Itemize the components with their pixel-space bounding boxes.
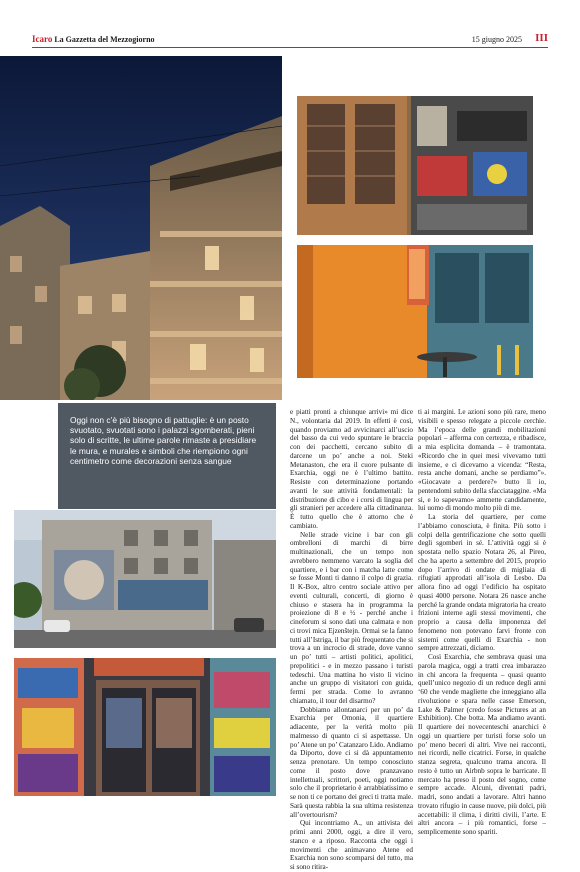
orange-wall-photo bbox=[297, 245, 533, 378]
page-number: III bbox=[535, 32, 548, 44]
night-building-photo bbox=[0, 56, 282, 400]
page-header bbox=[32, 32, 548, 48]
masthead bbox=[32, 34, 155, 44]
graffiti-door-photo bbox=[14, 658, 276, 796]
issue-date: 15 giugno 2025 bbox=[471, 35, 522, 44]
article-column-2 bbox=[418, 408, 546, 837]
col2-paragraph: Così Exarchia, che sembrava quasi una parola magica, oggi a tratti crea imbarazzo in chi ancora la frequenta – quasi quanto quell’unico negozio di un reduce degli anni ‘60 che vende magliette che inneggiano alla rivoluzione e spara nelle casse Emerson, Lake & Palmer (credo fosse Pictures at an Exhibition). Che botta. Ma andiamo avanti. Il quartiere dei novecenteschi anarchici è oggi un quartiere per turisti forse solo un po’ meno beceri di altri. Vive nei racconti, nei ricordi, nelle cicatrici. Forse, in qualche stanza segreta, qualcuno trama ancora. Il resto è tutto un Airbnb sopra le barricate. Il mercato ha preso il posto del sogno, come sempre accade. Alcuni, diventati padri, madri, sono andati a lavorare. Altri hanno trovato rifugio in cause nuove, più dolci, più accettabili: il clima, i diritti civili, l’arte. E altri ancora – i più romantici, forse – semplicemente sono spariti. bbox=[418, 653, 546, 836]
col1-paragraph: Qui incontriamo A., un attivista dei primi anni 2000, oggi, a dire il vero, stanco e a riposo. Racconta che oggi i movimenti che animavano Atene ed Exarchia non sono scomparsi del tutto, ma si sono ritira- bbox=[290, 819, 413, 871]
header-rule bbox=[32, 47, 548, 48]
doors-photo bbox=[297, 96, 533, 235]
col1-paragraph: Dobbiamo allontanarci per un po’ da Exarchia per Omonia, il quartiere adiacente, per la verità molto più malmesso di quanto ci si aspettasse. Un po’ Atene un po’ Catanzaro Lido. Andiamo da Diporto, dove ci si dà appuntamento senza prenotare. Un tempo conosciuto come il posto dove pranzavano intellettuali, scrittori, poeti, oggi notiamo solo che il proprietario è arrabbiatissimo e se non ti ce portano dei greci ti tratta male. Sarà questa rabbia la sua ultima resistenza all’overtourism? bbox=[290, 705, 413, 819]
col2-paragraph: La storia del quartiere, per come l’abbiamo conosciuta, è finita. Più sotto i colpi della gentrificazione che sotto quelli degli sgomberi in sé. L’attività oggi si è spostata nello spazio Notara 26, al Pireo, che ha aperto a settembre del 2015, proprio dopo l’arrivo di ondate di migliaia di rifugiati approdati all’isola di Lesbo. Da allora fino ad oggi l’edificio ha ospitato quasi 4000 persone. Notara 26 nasce anche perché la grande ondata migratoria ha creato frizioni interne agli stessi movimenti, che proprio a causa della imponenza del fenomeno non potevano farvi fronte con sistemi come quelli di Exarchia - non sempre attrezzati, diciamo. bbox=[418, 513, 546, 653]
col1-paragraph: Nelle strade vicine i bar con gli ombrelloni di marchi di birre multinazionali, che un tempo non avrebbero nemmeno varcato la soglia del quartiere, e i bar con i matcha latte come se fosse Monti ti danno il colpo di grazia. Il K-Box, altro centro sociale attivo per eventi culturali, concerti, di giorno è chiuso e stasera ha in programma la proiezione di 8 e ½ - perché anche i cineforum si sono dati una calmata e non ci trovi mica Ejzenštejn. Ormai se la fanno tutti all’Istriga, il bar più frequentato che si trova a un incrocio di strade, dove vanno un po’ tutti – artisti politici, apolitici, prepolitici - e in mezzo passano i turisti tedeschi. Una mattina ho visto lì vicino anche un gruppo di visitatori con guida, fermi per strada. Come lo avranno chiamato, il tour del disarmo? bbox=[290, 530, 413, 705]
col2-paragraph: ti ai margini. Le azioni sono più rare, meno visibili e spesso relegate a piccole cerchie. Ma l’epoca delle grandi mobilitazioni popolari – afferma con certezza, e ribadisce, a mia esplicita domanda – è tramontata. «Ricordo che in quei mesi vivevamo tutti insieme, e ci dicevamo a vicenda: “Resta, resta anche domani, anche se perdiamo”». «Giocavate a perdere?» butto lì io, pentendomi subito della sfacciataggine. «Ma sì, e lo sapevamo» ammette candidamente, lui uomo di mondo molto più di me. bbox=[418, 408, 546, 513]
col1-paragraph: e piatti pronti a chiunque arrivi» mi dice N., volontaria dal 2019. In effetti è così, quando proviamo ad avvicinarci all’uscio del basso da cui vedo spuntare le braccia con dei pacchetti, cercano subito di darcene un po’ anche a noi. Steki Metanaston, che era il cuore pulsante di Exarchia, oggi ne è l’ultimo battito. Resiste con determinazione portando avanti le sue attività fondamentali: la distribuzione di cibo e i corsi di lingua per gli stranieri per accedere alla cittadinanza. È tutto quello che è attorno che è cambiato. bbox=[290, 408, 413, 530]
brand-name: Icaro bbox=[32, 34, 53, 44]
article-column-1 bbox=[290, 408, 413, 872]
mural-street-photo bbox=[14, 510, 276, 648]
newspaper-name: La Gazzetta del Mezzogiorno bbox=[54, 35, 155, 44]
photo-caption: Oggi non c’è più bisogno di pattuglie: è un posto svuotato, svuotati sono i palazzi sgomberati, pieni solo di scritte, le ultime parole rimaste a presidiare le mura, e murales e simboli che riempiono ogni centimetro come decorazioni senza sangue bbox=[58, 403, 276, 509]
